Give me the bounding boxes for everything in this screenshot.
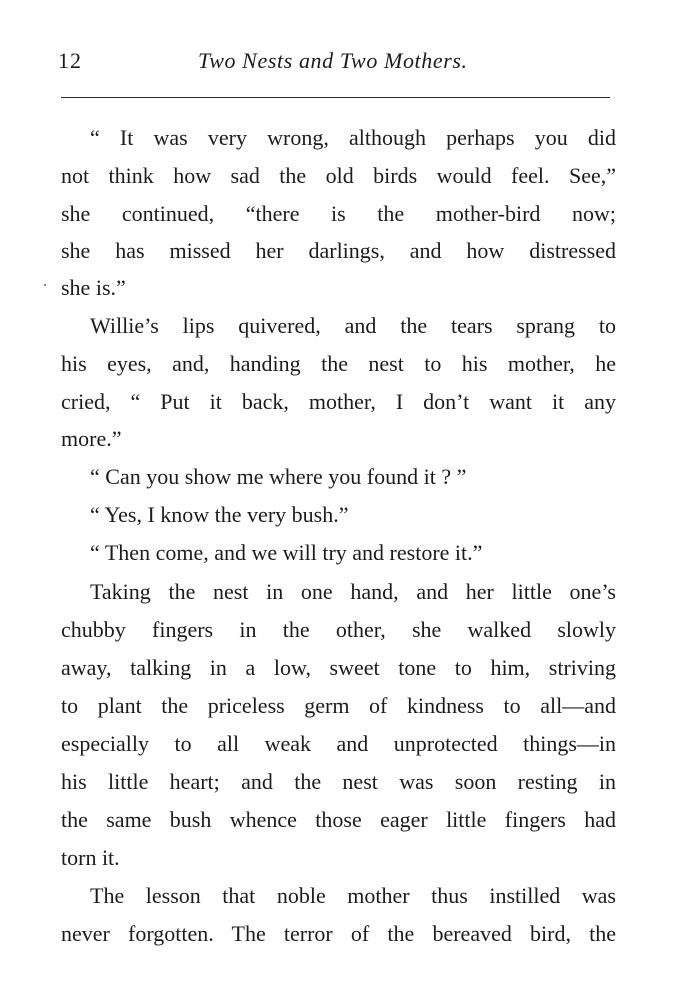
body-line: his little heart; and the nest was soon resting in <box>61 769 616 794</box>
body-line: she has missed her darlings, and how distressed <box>61 238 616 263</box>
print-speck <box>44 284 46 286</box>
body-line: not think how sad the old birds would feel. See,” <box>61 163 616 188</box>
body-line: never forgotten. The terror of the bereaved bird, the <box>61 921 616 946</box>
body-line: the same bush whence those eager little fingers had <box>61 807 616 832</box>
body-line: his eyes, and, handing the nest to his mother, he <box>61 351 616 376</box>
body-line: “ Can you show me where you found it ? ” <box>90 464 467 489</box>
body-line: torn it. <box>61 845 120 870</box>
running-head <box>58 48 610 78</box>
body-line: she continued, “there is the mother-bird now; <box>61 201 616 226</box>
body-line: Willie’s lips quivered, and the tears sprang to <box>90 313 616 338</box>
running-title: Two Nests and Two Mothers. <box>198 48 468 73</box>
body-line: Taking the nest in one hand, and her little one’s <box>90 579 616 604</box>
body-line: “ Then come, and we will try and restore it.” <box>90 540 483 565</box>
body-line: away, talking in a low, sweet tone to him, striving <box>61 655 616 680</box>
body-line: “ It was very wrong, although perhaps you did <box>90 125 616 150</box>
body-line: she is.” <box>61 275 126 300</box>
header-rule <box>61 97 610 98</box>
body-line: to plant the priceless germ of kindness to all—and <box>61 693 616 718</box>
body-line: “ Yes, I know the very bush.” <box>90 502 349 527</box>
page-number: 12 <box>58 48 82 73</box>
body-line: cried, “ Put it back, mother, I don’t want it any <box>61 389 616 414</box>
body-line: chubby fingers in the other, she walked slowly <box>61 617 616 642</box>
body-line: more.” <box>61 426 122 451</box>
body-line: especially to all weak and unprotected things—in <box>61 731 616 756</box>
body-line: The lesson that noble mother thus instilled was <box>90 883 616 908</box>
